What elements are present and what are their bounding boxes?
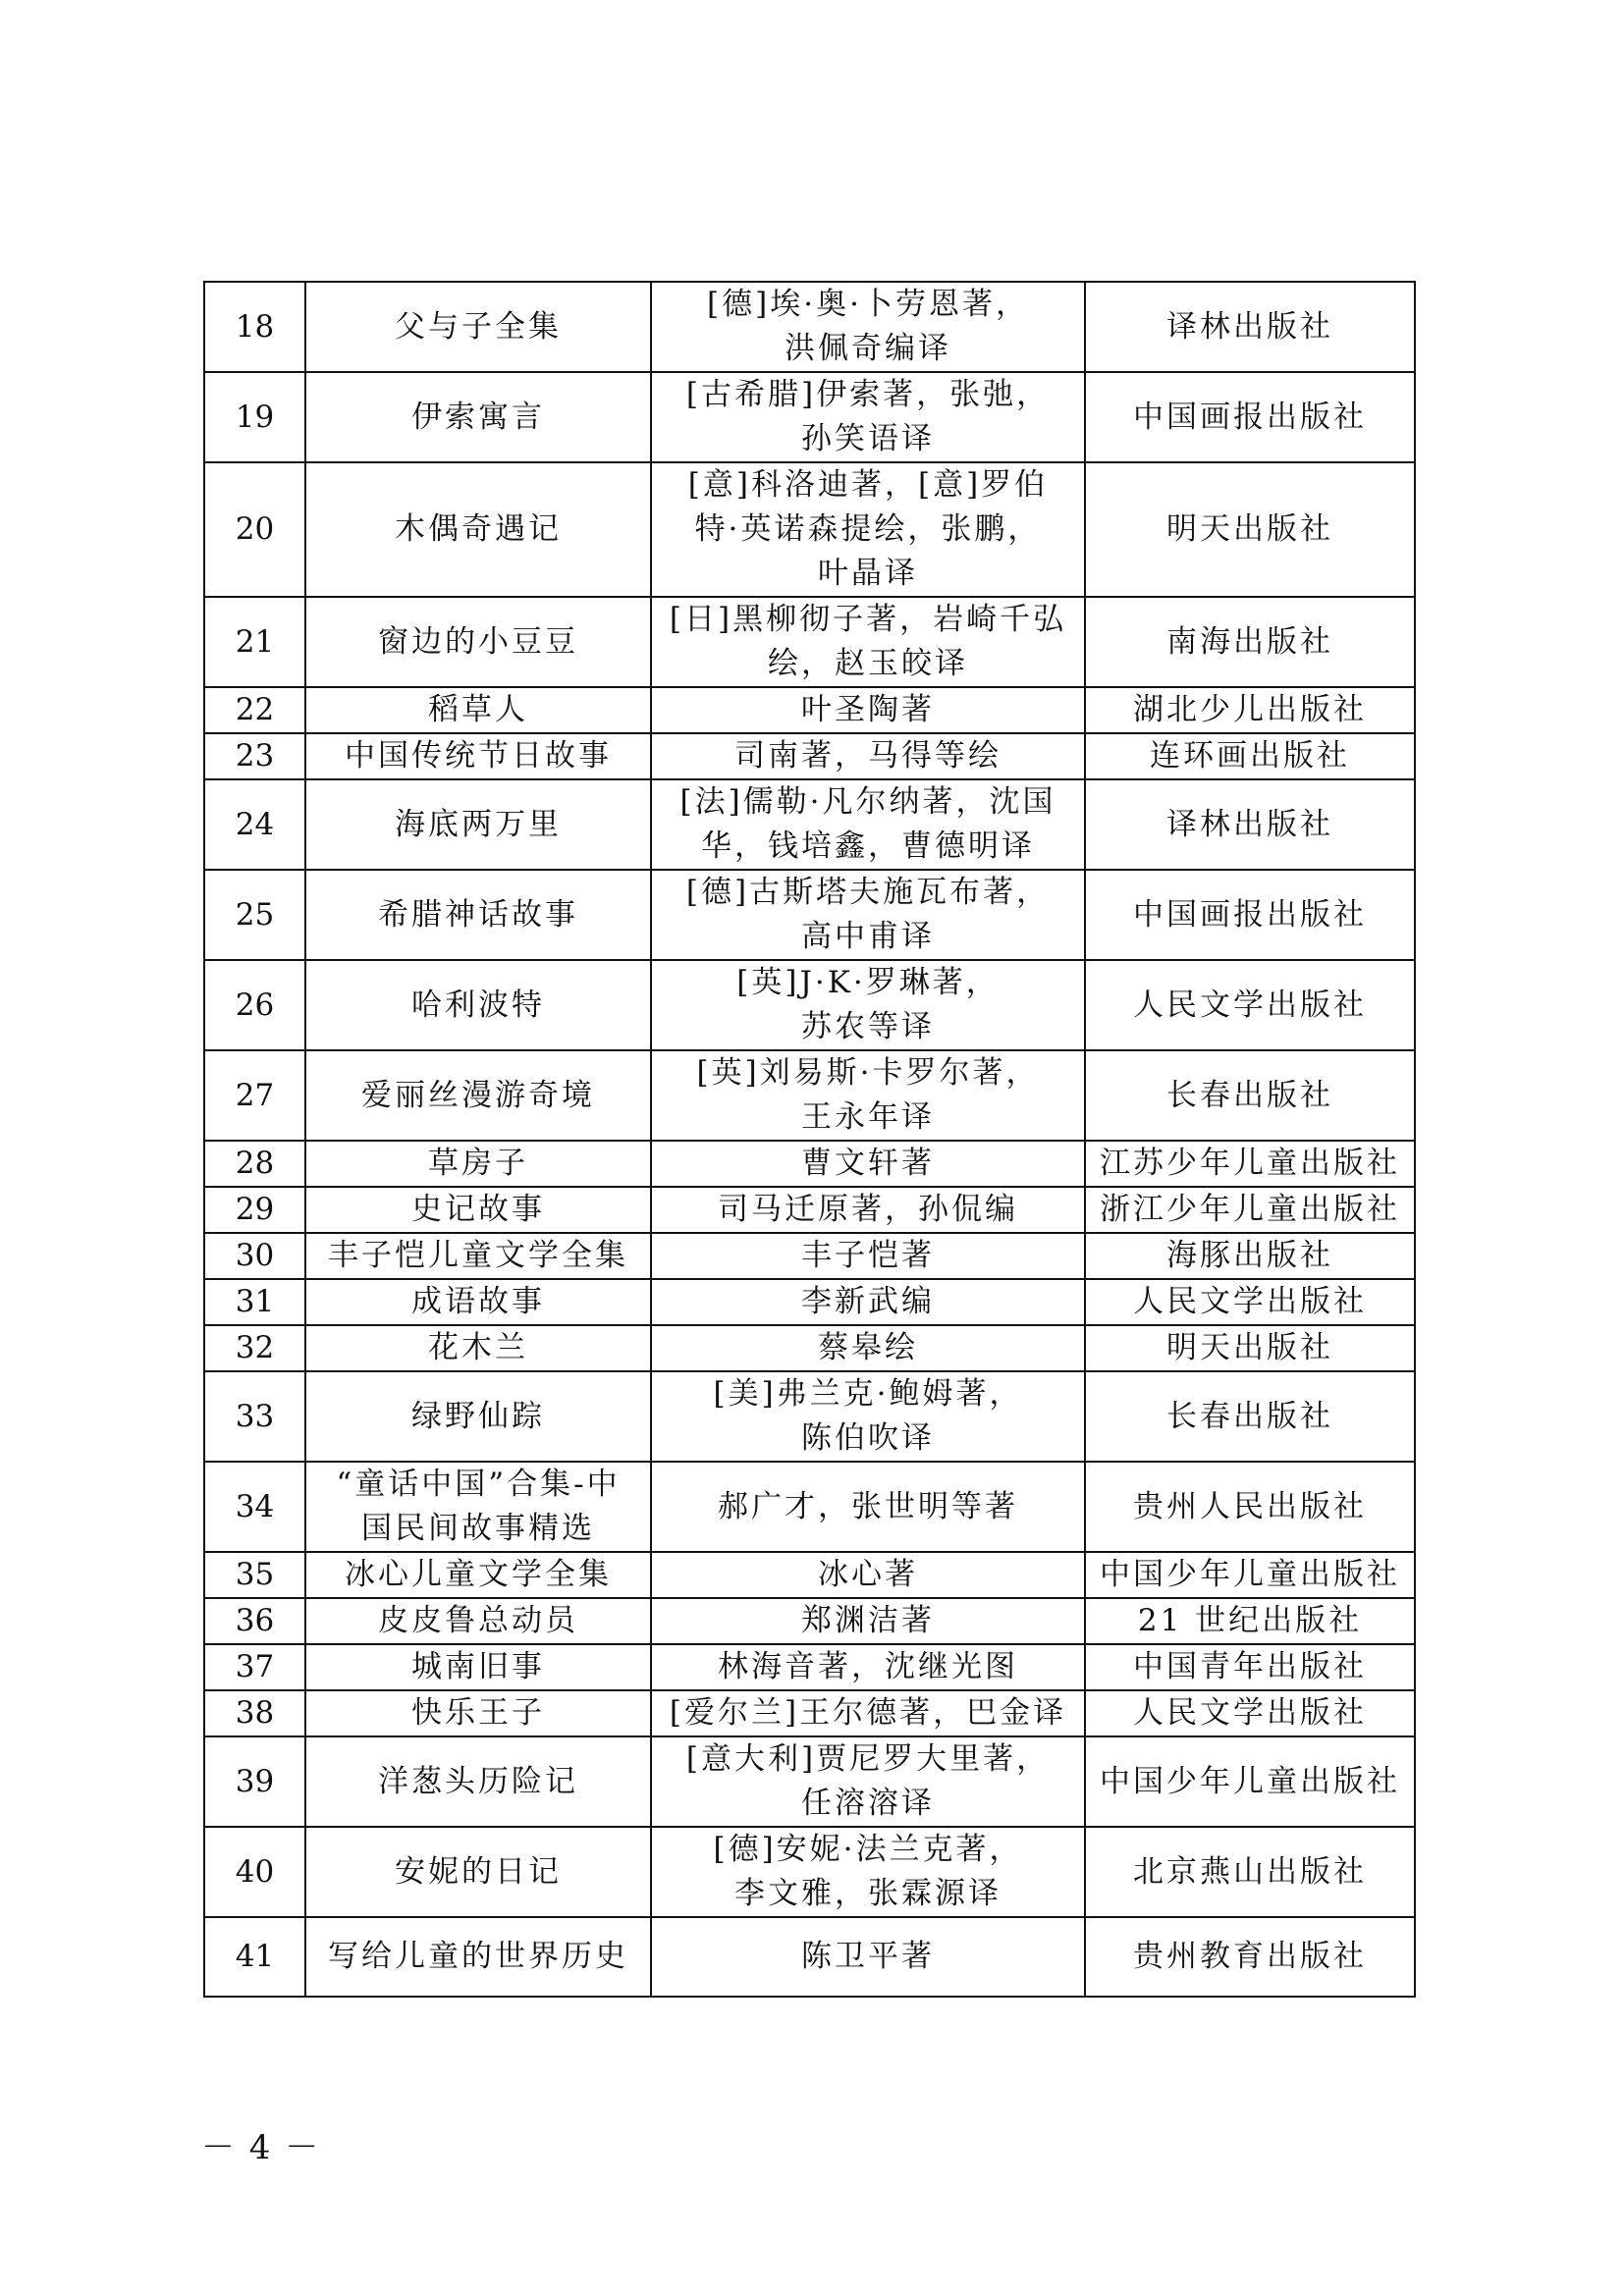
book-title: 窗边的小豆豆 bbox=[305, 597, 651, 687]
book-title: 写给儿童的世界历史 bbox=[305, 1917, 651, 1997]
row-number: 31 bbox=[204, 1279, 305, 1325]
row-number: 23 bbox=[204, 733, 305, 779]
table-row bbox=[204, 1233, 1415, 1279]
book-author: 林海音著，沈继光图 bbox=[651, 1644, 1085, 1690]
table-row bbox=[204, 1462, 1415, 1552]
table-row bbox=[204, 687, 1415, 733]
table-row bbox=[204, 1827, 1415, 1917]
row-number: 37 bbox=[204, 1644, 305, 1690]
table-row bbox=[204, 1187, 1415, 1233]
book-publisher: 人民文学出版社 bbox=[1085, 1690, 1415, 1736]
book-title: 草房子 bbox=[305, 1141, 651, 1187]
book-publisher: 江苏少年儿童出版社 bbox=[1085, 1141, 1415, 1187]
table-row bbox=[204, 960, 1415, 1050]
book-author: 陈卫平著 bbox=[651, 1917, 1085, 1997]
book-title: 伊索寓言 bbox=[305, 372, 651, 462]
book-publisher: 浙江少年儿童出版社 bbox=[1085, 1187, 1415, 1233]
table-row bbox=[204, 1552, 1415, 1598]
book-author: [英]刘易斯·卡罗尔著， 王永年译 bbox=[651, 1050, 1085, 1141]
table-row bbox=[204, 1917, 1415, 1997]
table-row bbox=[204, 1141, 1415, 1187]
book-title: 爱丽丝漫游奇境 bbox=[305, 1050, 651, 1141]
book-author: 司马迁原著，孙侃编 bbox=[651, 1187, 1085, 1233]
book-author: 曹文轩著 bbox=[651, 1141, 1085, 1187]
table-row bbox=[204, 870, 1415, 960]
book-author: 司南著，马得等绘 bbox=[651, 733, 1085, 779]
book-author: 郑渊洁著 bbox=[651, 1598, 1085, 1644]
table-row bbox=[204, 1325, 1415, 1371]
book-publisher: 21 世纪出版社 bbox=[1085, 1598, 1415, 1644]
row-number: 41 bbox=[204, 1917, 305, 1997]
row-number: 27 bbox=[204, 1050, 305, 1141]
table-row bbox=[204, 597, 1415, 687]
book-title: 木偶奇遇记 bbox=[305, 462, 651, 597]
row-number: 18 bbox=[204, 282, 305, 372]
book-publisher: 贵州人民出版社 bbox=[1085, 1462, 1415, 1552]
book-author: [日]黑柳彻子著，岩崎千弘 绘，赵玉皎译 bbox=[651, 597, 1085, 687]
book-author: 李新武编 bbox=[651, 1279, 1085, 1325]
table-row bbox=[204, 1279, 1415, 1325]
book-author: 郝广才，张世明等著 bbox=[651, 1462, 1085, 1552]
book-title: 成语故事 bbox=[305, 1279, 651, 1325]
row-number: 20 bbox=[204, 462, 305, 597]
book-author: 冰心著 bbox=[651, 1552, 1085, 1598]
book-author: [美]弗兰克·鲍姆著， 陈伯吹译 bbox=[651, 1371, 1085, 1462]
row-number: 33 bbox=[204, 1371, 305, 1462]
table-row bbox=[204, 1690, 1415, 1736]
book-author: 丰子恺著 bbox=[651, 1233, 1085, 1279]
table-row bbox=[204, 1644, 1415, 1690]
book-publisher: 明天出版社 bbox=[1085, 462, 1415, 597]
table-row bbox=[204, 282, 1415, 372]
book-title: 快乐王子 bbox=[305, 1690, 651, 1736]
table-row bbox=[204, 1050, 1415, 1141]
book-author: [意大利]贾尼罗大里著， 任溶溶译 bbox=[651, 1736, 1085, 1827]
book-list-body bbox=[204, 282, 1415, 1997]
book-author: [古希腊]伊索著，张弛， 孙笑语译 bbox=[651, 372, 1085, 462]
row-number: 35 bbox=[204, 1552, 305, 1598]
table-row bbox=[204, 779, 1415, 870]
book-title: 史记故事 bbox=[305, 1187, 651, 1233]
book-publisher: 贵州教育出版社 bbox=[1085, 1917, 1415, 1997]
book-title: 哈利波特 bbox=[305, 960, 651, 1050]
row-number: 19 bbox=[204, 372, 305, 462]
book-title: 冰心儿童文学全集 bbox=[305, 1552, 651, 1598]
book-publisher: 译林出版社 bbox=[1085, 282, 1415, 372]
book-publisher: 海豚出版社 bbox=[1085, 1233, 1415, 1279]
book-publisher: 中国画报出版社 bbox=[1085, 372, 1415, 462]
row-number: 26 bbox=[204, 960, 305, 1050]
row-number: 30 bbox=[204, 1233, 305, 1279]
book-title: 花木兰 bbox=[305, 1325, 651, 1371]
table-row bbox=[204, 372, 1415, 462]
book-publisher: 湖北少儿出版社 bbox=[1085, 687, 1415, 733]
row-number: 40 bbox=[204, 1827, 305, 1917]
book-title: 皮皮鲁总动员 bbox=[305, 1598, 651, 1644]
row-number: 29 bbox=[204, 1187, 305, 1233]
book-title: 绿野仙踪 bbox=[305, 1371, 651, 1462]
row-number: 32 bbox=[204, 1325, 305, 1371]
page-number: － 4 － bbox=[201, 2128, 321, 2167]
book-publisher: 明天出版社 bbox=[1085, 1325, 1415, 1371]
book-author: 叶圣陶著 bbox=[651, 687, 1085, 733]
book-author: [德]安妮·法兰克著， 李文雅，张霖源译 bbox=[651, 1827, 1085, 1917]
table-row bbox=[204, 1371, 1415, 1462]
book-publisher: 人民文学出版社 bbox=[1085, 1279, 1415, 1325]
book-publisher: 中国画报出版社 bbox=[1085, 870, 1415, 960]
book-publisher: 中国少年儿童出版社 bbox=[1085, 1552, 1415, 1598]
table-row bbox=[204, 1736, 1415, 1827]
book-publisher: 北京燕山出版社 bbox=[1085, 1827, 1415, 1917]
book-title: 父与子全集 bbox=[305, 282, 651, 372]
book-author: [德]古斯塔夫施瓦布著， 高中甫译 bbox=[651, 870, 1085, 960]
row-number: 28 bbox=[204, 1141, 305, 1187]
book-author: [德]埃·奥·卜劳恩著， 洪佩奇编译 bbox=[651, 282, 1085, 372]
book-title: 城南旧事 bbox=[305, 1644, 651, 1690]
book-title: 稻草人 bbox=[305, 687, 651, 733]
row-number: 21 bbox=[204, 597, 305, 687]
book-publisher: 中国青年出版社 bbox=[1085, 1644, 1415, 1690]
book-title: “童话中国”合集-中 国民间故事精选 bbox=[305, 1462, 651, 1552]
book-publisher: 南海出版社 bbox=[1085, 597, 1415, 687]
book-title: 希腊神话故事 bbox=[305, 870, 651, 960]
book-publisher: 长春出版社 bbox=[1085, 1050, 1415, 1141]
row-number: 22 bbox=[204, 687, 305, 733]
book-title: 丰子恺儿童文学全集 bbox=[305, 1233, 651, 1279]
book-title: 洋葱头历险记 bbox=[305, 1736, 651, 1827]
book-title: 安妮的日记 bbox=[305, 1827, 651, 1917]
table-row bbox=[204, 462, 1415, 597]
book-publisher: 人民文学出版社 bbox=[1085, 960, 1415, 1050]
book-title: 中国传统节日故事 bbox=[305, 733, 651, 779]
book-author: [英]J·K·罗琳著， 苏农等译 bbox=[651, 960, 1085, 1050]
book-author: [爱尔兰]王尔德著，巴金译 bbox=[651, 1690, 1085, 1736]
book-publisher: 译林出版社 bbox=[1085, 779, 1415, 870]
book-author: [意]科洛迪著，[意]罗伯 特·英诺森提绘，张鹏， 叶晶译 bbox=[651, 462, 1085, 597]
book-author: 蔡皋绘 bbox=[651, 1325, 1085, 1371]
row-number: 36 bbox=[204, 1598, 305, 1644]
row-number: 38 bbox=[204, 1690, 305, 1736]
row-number: 34 bbox=[204, 1462, 305, 1552]
row-number: 39 bbox=[204, 1736, 305, 1827]
row-number: 24 bbox=[204, 779, 305, 870]
book-title: 海底两万里 bbox=[305, 779, 651, 870]
row-number: 25 bbox=[204, 870, 305, 960]
table-row bbox=[204, 1598, 1415, 1644]
book-publisher: 连环画出版社 bbox=[1085, 733, 1415, 779]
table-row bbox=[204, 733, 1415, 779]
book-publisher: 长春出版社 bbox=[1085, 1371, 1415, 1462]
book-author: [法]儒勒·凡尔纳著，沈国 华，钱培鑫，曹德明译 bbox=[651, 779, 1085, 870]
book-list-table bbox=[203, 281, 1416, 1998]
book-publisher: 中国少年儿童出版社 bbox=[1085, 1736, 1415, 1827]
